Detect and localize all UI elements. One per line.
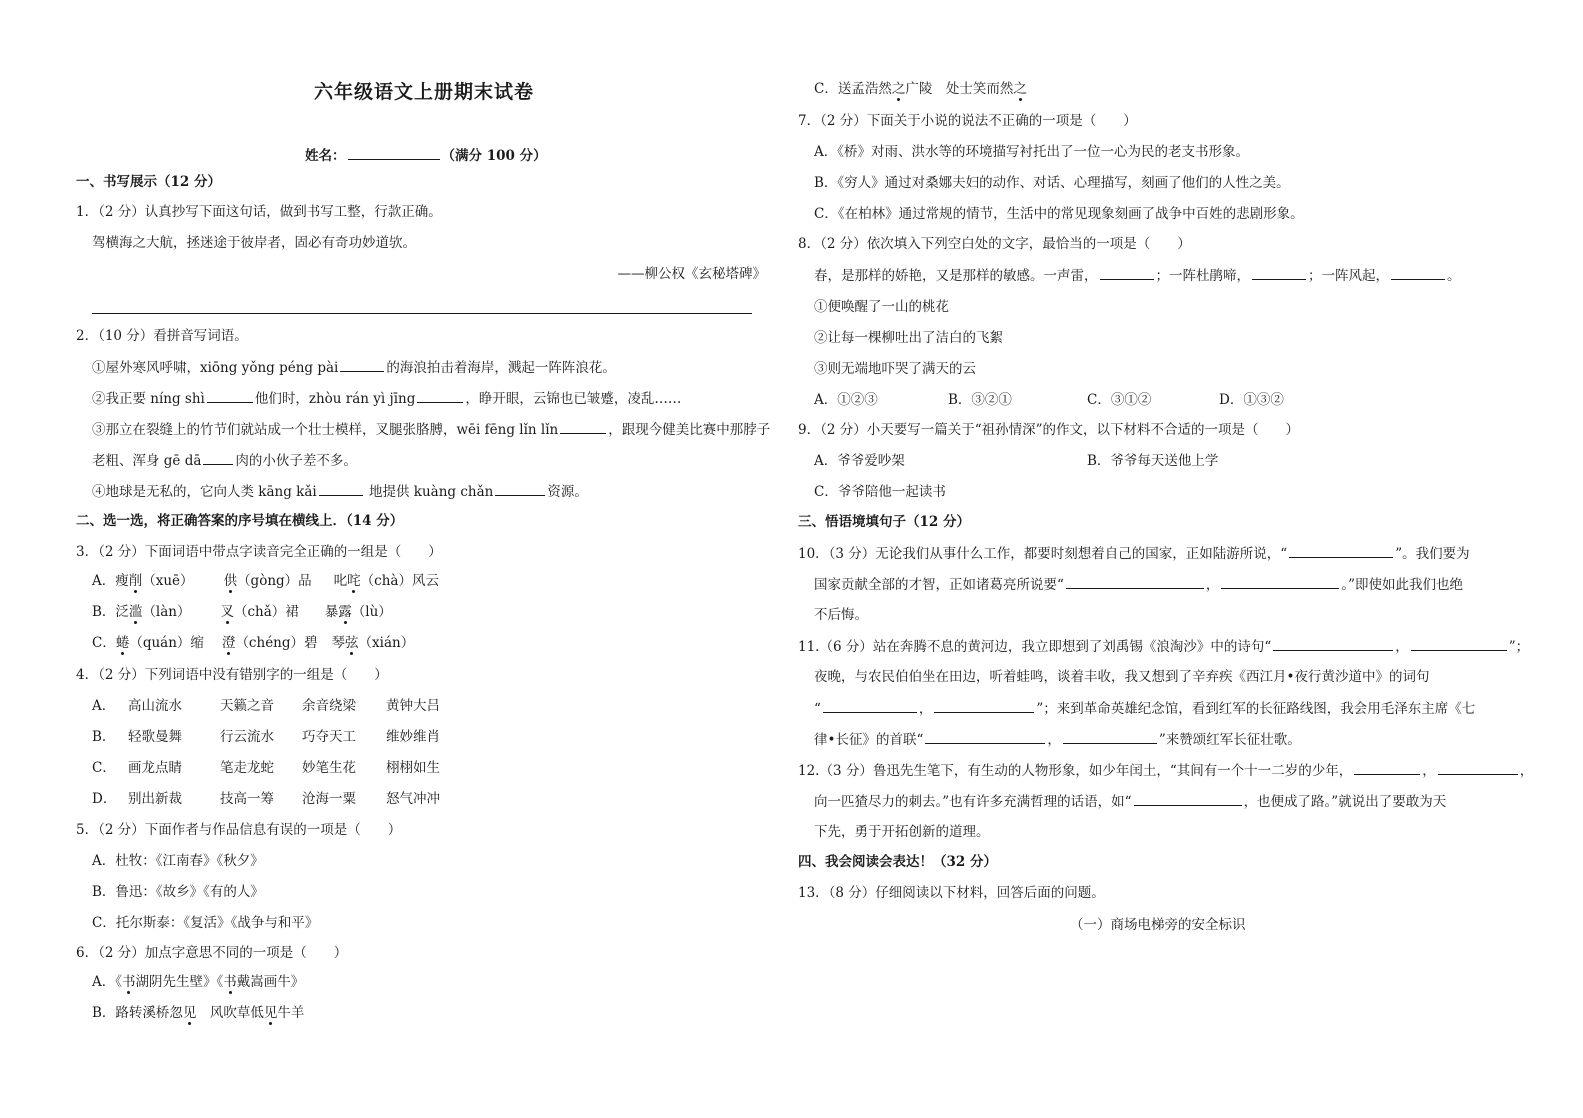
q9-stem: 9．（2 分）小天要写一篇关于“祖孙情深”的作文，以下材料不合适的一项是（ ） (798, 422, 1300, 438)
q11-blank-2[interactable] (1411, 636, 1507, 651)
q11-blank-1[interactable] (1273, 636, 1393, 651)
q6-option-b[interactable]: B．路转溪桥忽见 风吹草低见牛羊 (92, 1005, 305, 1021)
q2-blank-5[interactable] (203, 450, 233, 465)
q3-stem: 3．（2 分）下面词语中带点字读音完全正确的一组是（ ） (76, 544, 442, 560)
q13-subheading: （一）商场电梯旁的安全标识 (1070, 917, 1246, 933)
q11-blank-6[interactable] (1063, 729, 1157, 744)
q11-blank-3[interactable] (823, 698, 917, 713)
q8-item-2: ②让每一棵柳吐出了洁白的飞絮 (814, 330, 1003, 346)
q10-line-2: 国家贡献全部的才智，正如诸葛亮所说要“ ， 。”即使如此我们也绝 (814, 574, 1463, 595)
q4-option-word: 天籁之音 (220, 698, 274, 714)
q12-blank-3[interactable] (1134, 791, 1242, 806)
q4-option-word: 轻歌曼舞 (128, 729, 182, 745)
q2-blank-7[interactable] (495, 481, 545, 496)
q7-option-c[interactable]: C．《在柏林》通过常规的情节，生活中的常见现象刻画了战争中百姓的悲剧形象。 (814, 206, 1304, 222)
q2-blank-3[interactable] (417, 388, 463, 403)
q8-blank-2[interactable] (1252, 265, 1306, 280)
q11-line-3: “ ， ”；来到革命英雄纪念馆，看到红军的长征路线图，我会用毛泽东主席《七 (814, 698, 1475, 719)
q10-line-1: 10．（3 分）无论我们从事什么工作，都要时刻想着自己的国家，正如陆游所说，“ ”。我们要为 (798, 543, 1470, 564)
q8-item-3: ③则无端地吓哭了满天的云 (814, 361, 976, 377)
q2-blank-4[interactable] (560, 419, 606, 434)
q2-blank-6[interactable] (319, 481, 363, 496)
q1-writing-line[interactable] (92, 313, 752, 314)
q8-option-d[interactable]: D．①③② (1219, 392, 1284, 408)
q2-blank-2[interactable] (207, 388, 253, 403)
q2-line-5: ④地球是无私的，它向人类 kāng kǎi 地提供 kuàng chǎn 资源。 (92, 481, 588, 502)
q12-blank-2[interactable] (1438, 760, 1518, 775)
q2-blank-1[interactable] (340, 357, 384, 372)
q12-line-1: 12.（3 分）鲁迅先生笔下，有生动的人物形象，如少年闰土，“其间有一个十一二岁的少年， ， ， (798, 760, 1533, 781)
q4-option-key: D． (92, 791, 117, 807)
q8-option-b[interactable]: B．③②① (948, 392, 1012, 408)
q6-option-a[interactable]: A．《书湖阴先生壁》《书戴嵩画牛》 (92, 974, 305, 990)
q8-stem: 8．（2 分）依次填入下列空白处的文字，最恰当的一项是（ ） (798, 236, 1191, 252)
q4-option-word: 画龙点睛 (128, 760, 182, 776)
q7-option-b[interactable]: B．《穷人》通过对桑娜夫妇的动作、对话、心理描写，刻画了他们的人性之美。 (814, 175, 1290, 191)
q8-option-c[interactable]: C．③①② (1087, 392, 1152, 408)
q3-option-b[interactable]: B．泛滥（làn） 叉（chǎ）裙 暴露（lù） (92, 604, 392, 620)
q6-option-c[interactable]: C．送孟浩然之广陵 处士笑而然之 (814, 81, 1027, 97)
q4-option-word: 怒气冲冲 (386, 791, 440, 807)
q7-stem: 7．（2 分）下面关于小说的说法不正确的一项是（ ） (798, 113, 1137, 129)
q4-option-word: 维妙维肖 (386, 729, 440, 745)
q9-option-b[interactable]: B．爷爷每天送他上学 (1087, 453, 1219, 469)
section-2-heading: 二、选一选，将正确答案的序号填在横线上．（14 分） (76, 513, 404, 529)
q13-stem: 13．（8 分）仔细阅读以下材料，回答后面的问题。 (798, 885, 1105, 901)
q7-option-a[interactable]: A．《桥》对雨、洪水等的环境描写衬托出了一位一心为民的老支书形象。 (814, 144, 1249, 160)
q1-stem: 1．（2 分）认真抄写下面这句话，做到书写工整，行款正确。 (76, 204, 442, 220)
q5-option-c[interactable]: C．托尔斯泰：《复活》《战争与和平》 (92, 915, 319, 931)
q4-stem: 4．（2 分）下列词语中没有错别字的一组是（ ） (76, 667, 388, 683)
section-4-heading: 四、我会阅读会表达！（32 分） (798, 854, 997, 870)
q11-line-2: 夜晚，与农民伯伯坐在田边，听着蛙鸣，谈着丰收，我又想到了辛弃疾《西江月•夜行黄沙道中》的词句 (814, 669, 1430, 685)
section-1-heading: 一、书写展示（12 分） (76, 174, 221, 190)
q2-line-4: 老粗、浑身 gē dā 肉的小伙子差不多。 (92, 450, 357, 471)
q10-line-3: 不后悔。 (814, 607, 868, 623)
q1-quote: 驾横海之大航，拯迷途于彼岸者，固必有奇功妙道欤。 (92, 235, 416, 251)
q3-option-a[interactable]: A．瘦削（xuē） 供（gòng）品 叱咤（chà）风云 (92, 573, 439, 589)
q4-option-key: B． (92, 729, 116, 745)
name-line: 姓名： （满分 100 分） (305, 145, 547, 166)
q10-blank-3[interactable] (1221, 574, 1339, 589)
q4-option-word: 巧夺天工 (302, 729, 356, 745)
q5-option-a[interactable]: A．杜牧：《江南春》《秋夕》 (92, 853, 264, 869)
q8-option-a[interactable]: A．①②③ (814, 392, 878, 408)
q2-stem: 2．（10 分）看拼音写词语。 (76, 328, 248, 344)
q9-option-a[interactable]: A．爷爷爱吵架 (814, 453, 905, 469)
q11-line-1: 11.（6 分）站在奔腾不息的黄河边，我立即想到了刘禹锡《浪淘沙》中的诗句“ ， ”； (798, 636, 1529, 657)
q4-option-word: 栩栩如生 (386, 760, 440, 776)
q4-option-word: 高山流水 (128, 698, 182, 714)
q6-stem: 6．（2 分）加点字意思不同的一项是（ ） (76, 945, 348, 961)
q4-option-word: 笔走龙蛇 (220, 760, 274, 776)
q1-source: ——柳公权《玄秘塔碑》 (617, 266, 766, 282)
q5-option-b[interactable]: B．鲁迅：《故乡》《有的人》 (92, 884, 264, 900)
q5-stem: 5．（2 分）下面作者与作品信息有误的一项是（ ） (76, 822, 402, 838)
q8-item-1: ①便唤醒了一山的桃花 (814, 299, 949, 315)
q3-option-c[interactable]: C．蜷（quán）缩 澄（chéng）碧 琴弦（xián） (92, 635, 415, 651)
q11-line-4: 律•长征》的首联“ ， ”来赞颂红军长征壮歌。 (814, 729, 1301, 750)
q4-option-key: C． (92, 760, 116, 776)
q2-line-2: ②我正要 níng shì 他们时，zhòu rán yì jīng ，睁开眼，云锦也已皱蹙，凌乱…… (92, 388, 681, 409)
q8-passage: 春，是那样的娇艳，又是那样的敏感。一声雷， ；一阵杜鹃啼， ；一阵风起， 。 (814, 265, 1461, 286)
q11-blank-5[interactable] (925, 729, 1045, 744)
q11-blank-4[interactable] (934, 698, 1034, 713)
q4-option-word: 行云流水 (220, 729, 274, 745)
q2-line-3: ③那立在裂缝上的竹节们就站成一个壮士模样，叉腿张胳膊，wēi fēng lǐn lǐn ，跟现今健美比赛中那脖子 (92, 419, 770, 440)
q8-blank-1[interactable] (1100, 265, 1154, 280)
q4-option-word: 黄钟大吕 (386, 698, 440, 714)
q10-blank-2[interactable] (1066, 574, 1204, 589)
q8-blank-3[interactable] (1391, 265, 1445, 280)
page-title: 六年级语文上册期末试卷 (314, 81, 535, 103)
q9-option-c[interactable]: C．爷爷陪他一起读书 (814, 484, 946, 500)
q4-option-word: 别出新裁 (128, 791, 182, 807)
name-input-blank[interactable] (348, 145, 440, 160)
section-3-heading: 三、悟语境填句子（12 分） (798, 514, 970, 530)
q4-option-word: 技高一筹 (220, 791, 274, 807)
q12-blank-1[interactable] (1354, 760, 1420, 775)
q2-line-1: ①屋外寒风呼啸，xiōng yǒng péng pài 的海浪拍击着海岸，溅起一阵阵浪花。 (92, 357, 616, 378)
q4-option-word: 余音绕梁 (302, 698, 356, 714)
q4-option-word: 沧海一粟 (302, 791, 356, 807)
q10-blank-1[interactable] (1289, 543, 1393, 558)
q4-option-word: 妙笔生花 (302, 760, 356, 776)
q12-line-2: 向一匹猹尽力的刺去。”也有许多充满哲理的话语，如“ ，也便成了路。”就说出了要敢为天 (814, 791, 1446, 812)
q12-line-3: 下先，勇于开拓创新的道理。 (814, 824, 990, 840)
q4-option-key: A． (92, 698, 116, 714)
